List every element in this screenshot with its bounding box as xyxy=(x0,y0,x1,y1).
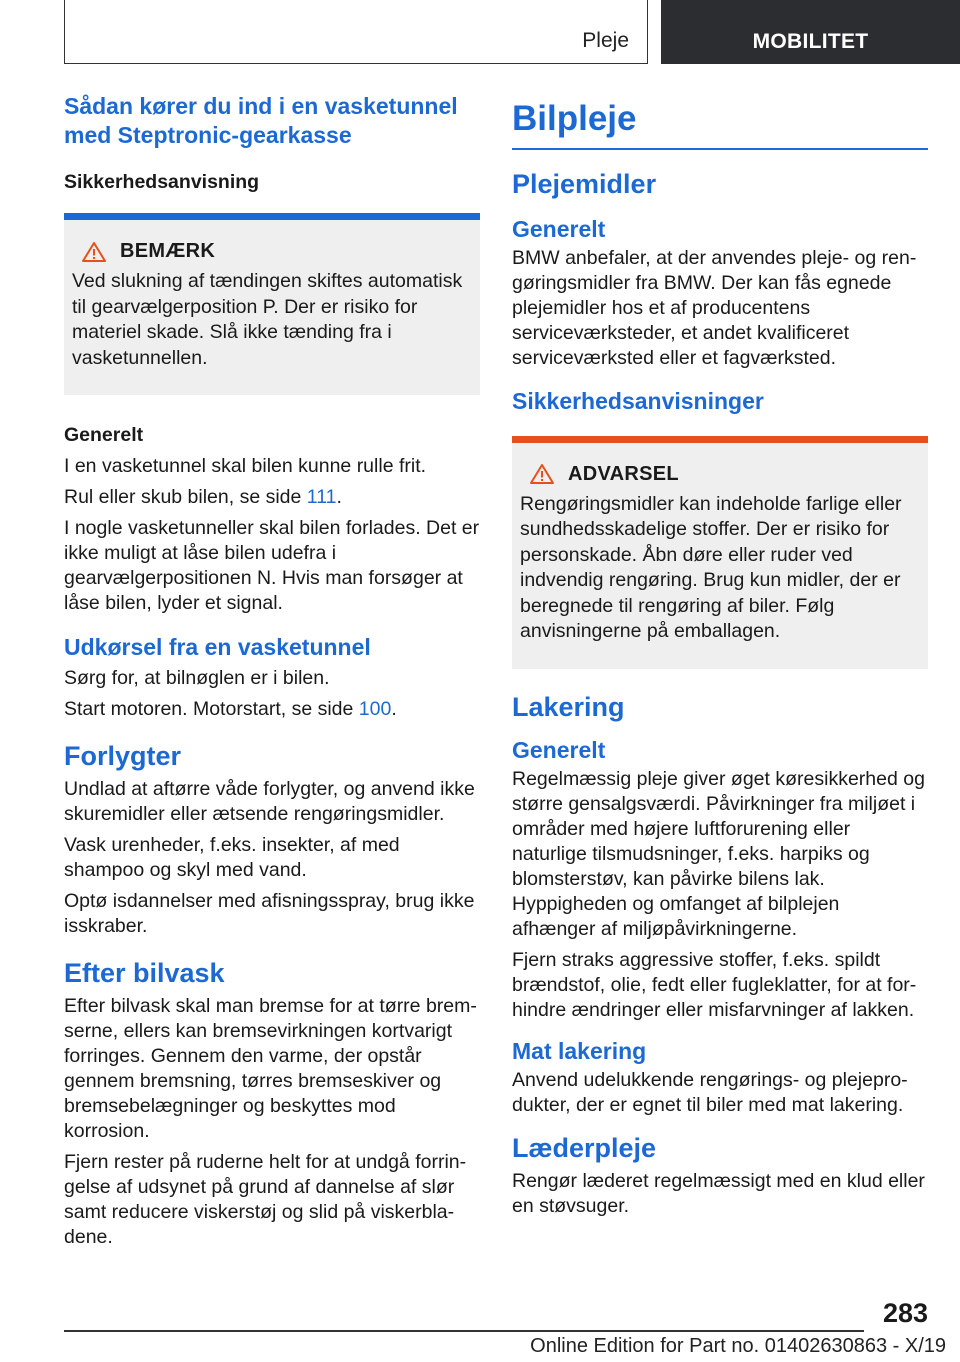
paragraph: Regelmæssig pleje giver øget køresikkerhed og større gensalgsværdi. Påvirkninger fra miljøet i områder med højere luftforurening eller naturlige tilsmudsninger, f.eks. harpiks og blomsterstøv, kan påvirke bilens lak. Hyppigheden og omfanget af bilplejen afhænger af miljøpåvirkningerne. xyxy=(512,767,925,940)
right-column xyxy=(512,92,928,1225)
paragraph: I en vasketunnel skal bilen kunne rulle frit. xyxy=(64,455,427,477)
page-link-100[interactable]: 100 xyxy=(358,698,392,720)
left-column xyxy=(64,92,480,1256)
warning-triangle-icon xyxy=(76,241,112,263)
text-span: Rul eller skub bilen, se side xyxy=(64,486,307,508)
paragraph: Anvend udelukkende rengørings- og plejeprodukter, der er egnet til biler med mat lakering. xyxy=(512,1068,908,1116)
notice-text: Ved slukning af tændingen skiftes automatisk til gearvælgerposition P. Der er risiko for materiel skade. Slå ikke tænding fra i vasketunnellen. xyxy=(72,270,463,369)
page-link-111[interactable]: 111 xyxy=(306,486,337,508)
chapter-title: MOBILITET xyxy=(752,30,869,53)
heading-car-care: Bilpleje xyxy=(512,99,637,138)
paragraph-with-link xyxy=(64,485,480,510)
warning-header xyxy=(520,443,920,492)
heading-headlights: Forlygter xyxy=(64,741,182,771)
section-title: Pleje xyxy=(582,29,629,52)
text-span: Start motoren. Motorstart, se side xyxy=(64,698,359,720)
warning-triangle-icon xyxy=(524,463,560,485)
general-label: Generelt xyxy=(64,424,144,446)
notice-header xyxy=(72,220,472,269)
edition-text: Online Edition for Part no. 01402630863 - X/19 xyxy=(530,1335,946,1357)
paragraph: Fjern rester på ruderne helt for at undgå forringelse af udsynet på grund af dannelse af slør samt reducere viskerstøj og slid på viskerbladene. xyxy=(64,1151,467,1248)
warning-text: Rengøringsmidler kan indeholde farlige eller sundhedsskadelige stoffer. Der er risiko for personskade. Åbn døre eller ruder ved indvendig rengøring. Brug kun midler, der er beregnede til rengøring af biler. Følg anvisningerne på emballagen. xyxy=(520,492,902,642)
text-span: . xyxy=(391,698,397,720)
heading-care-products: Plejemidler xyxy=(512,168,657,199)
heading-paintwork: Lakering xyxy=(512,691,625,722)
paragraph: Fjern straks aggressive stoffer, f.eks. spildt brændstof, olie, fedt eller fugleklatter, for at forhindre ændringer eller misfarvninger af lakken. xyxy=(512,948,917,1021)
heading-leather-care: Læderpleje xyxy=(512,1132,657,1163)
heading-exit-tunnel: Udkørsel fra en vasketunnel xyxy=(64,634,371,660)
heading-after-wash: Efter bilvask xyxy=(64,958,225,988)
paragraph: Optø isdannelser med afisningsspray, brug ikke isskraber. xyxy=(64,890,475,937)
text-span: . xyxy=(336,486,342,508)
paragraph: Efter bilvask skal man bremse for at tørre bremserne, ellers kan bremsevirkningen kortvarigt forringes. Gennem den varme, der opstår gennem bremsning, tørres bremseskiver og bremsebelægninger og beskyttes mod korrosion. xyxy=(64,995,477,1142)
paragraph: Undlad at aftørre våde forlygter, og anvend ikke skuremidler eller ætsende rengøringsmidler. xyxy=(64,778,475,825)
safety-note-label: Sikkerhedsanvisning xyxy=(64,171,260,193)
page-number: 283 xyxy=(882,1298,928,1328)
paragraph: I nogle vasketunneller skal bilen forlades. Det er ikke muligt at låse bilen udefra i gearvælgerpositionen N. Hvis man forsøger at låse bilen, lyder et signal. xyxy=(64,517,480,614)
heading-safety-notes: Sikkerhedsanvisninger xyxy=(512,387,764,414)
paragraph: Vask urenheder, f.eks. insekter, af med shampoo og skyl med vand. xyxy=(64,834,400,881)
paragraph: Sørg for, at bilnøglen er i bilen. xyxy=(64,667,330,689)
chapter-tab xyxy=(661,0,960,64)
heading-car-wash-tunnel: Sådan kører du ind i en vasketunnel med Steptronic-gearkasse xyxy=(64,93,458,148)
footer-edition xyxy=(0,1335,960,1358)
footer-rule xyxy=(64,1330,864,1332)
notice-box xyxy=(64,213,480,395)
paragraph: Rengør læderet regelmæssigt med en klud eller en støvsuger. xyxy=(512,1169,925,1217)
paragraph-with-link xyxy=(64,697,480,722)
paragraph: BMW anbefaler, at der anvendes pleje- og rengøringsmidler fra BMW. Der kan fås egnede plejemidler hos et af producentens serviceværksteder, et andet kvalificeret serviceværksted eller et fagværksted. xyxy=(512,246,917,369)
notice-title: BEMÆRK xyxy=(120,240,216,262)
heading-general: Generelt xyxy=(512,215,606,242)
heading-general: Generelt xyxy=(512,736,606,763)
heading-matte-paint: Mat lakering xyxy=(512,1037,647,1064)
warning-title: ADVARSEL xyxy=(568,462,679,485)
warning-box xyxy=(512,436,928,669)
header-section-box xyxy=(64,0,648,64)
heading-rule xyxy=(512,148,928,150)
